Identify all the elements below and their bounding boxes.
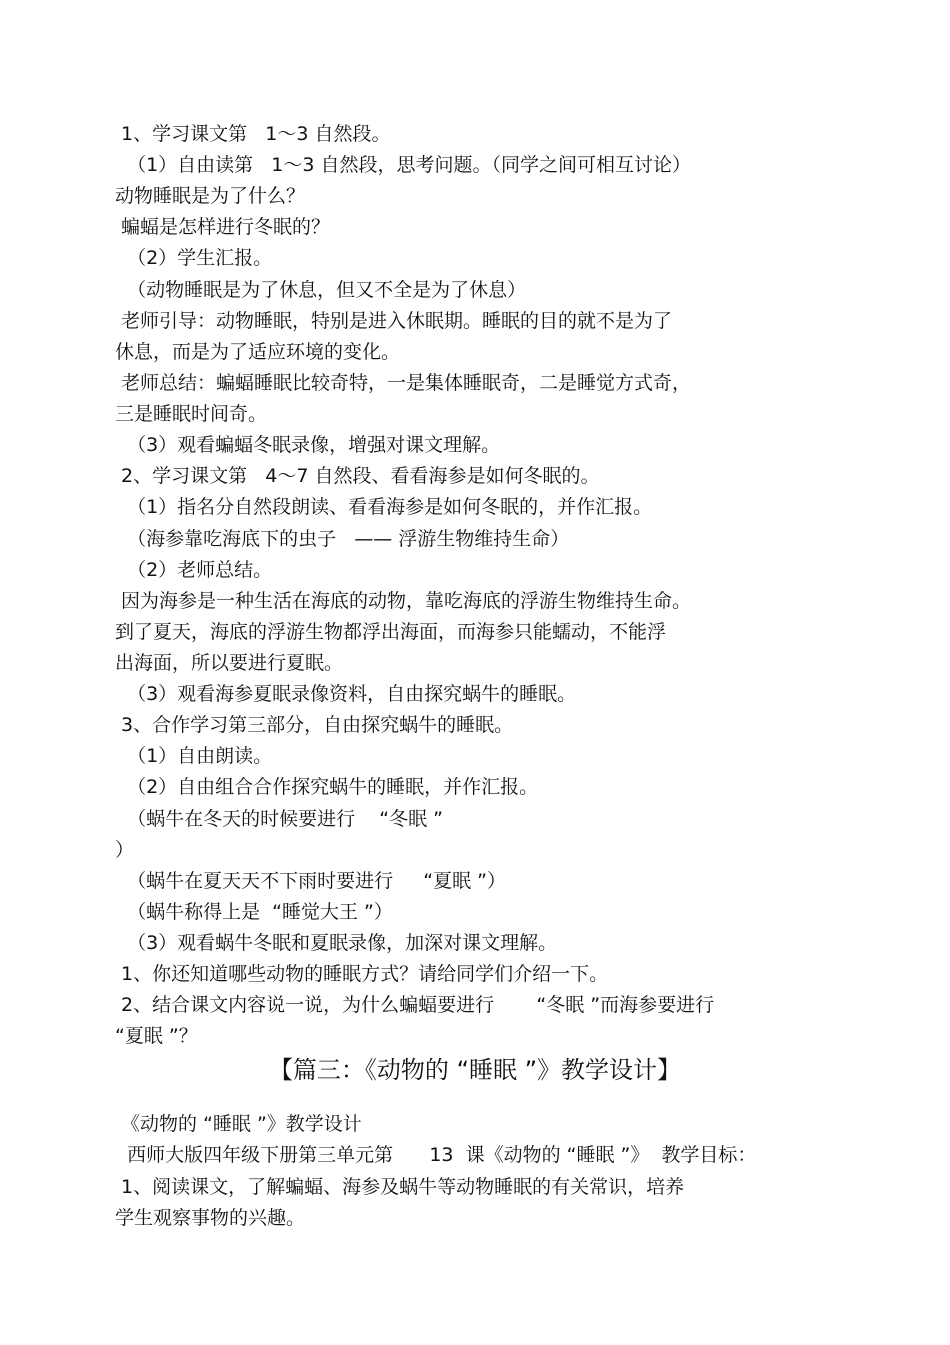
text-line: 因为海参是一种生活在海底的动物，靠吃海底的浮游生物维持生命。 <box>115 590 692 612</box>
text-line: 三是睡眠时间奇。 <box>115 403 268 425</box>
text-line: ） <box>115 839 135 861</box>
text-line: （2）老师总结。 <box>115 559 273 581</box>
text-line: （1）指名分自然段朗读、看看海参是如何冬眠的，并作汇报。 <box>115 496 653 518</box>
text-line: （1）自由朗读。 <box>115 745 273 767</box>
text-line: 蝙蝠是怎样进行冬眠的？ <box>115 216 331 238</box>
text-line: 西师大版四年级下册第三单元第 13 课《动物的 “睡眠 ”》 教学目标： <box>115 1144 757 1166</box>
text-line: （蜗牛称得上是 “睡觉大王 ”） <box>115 901 393 923</box>
text-line: （3）观看蝙蝠冬眠录像，增强对课文理解。 <box>115 434 501 456</box>
text-line: （动物睡眠是为了休息，但又不全是为了休息） <box>115 279 527 301</box>
text-line: （3）观看海参夏眠录像资料，自由探究蜗牛的睡眠。 <box>115 683 577 705</box>
text-line: （2）自由组合合作探究蜗牛的睡眠，并作汇报。 <box>115 776 539 798</box>
text-line: （蜗牛在冬天的时候要进行 “冬眠 ” <box>115 808 443 830</box>
text-line: 3、合作学习第三部分，自由探究蜗牛的睡眠。 <box>115 714 514 736</box>
text-line: 1、你还知道哪些动物的睡眠方式？请给同学们介绍一下。 <box>115 963 609 985</box>
text-line: 老师总结：蝙蝠睡眠比较奇特，一是集体睡眠奇，二是睡觉方式奇， <box>115 372 692 394</box>
text-line: （2）学生汇报。 <box>115 247 273 269</box>
text-line: 动物睡眠是为了什么？ <box>115 185 306 207</box>
text-line: （蜗牛在夏天天不下雨时要进行 “夏眠 ”） <box>115 870 507 892</box>
text-line: （1）自由读第 1～3 自然段，思考问题。（同学之间可相互讨论） <box>115 154 692 176</box>
text-line: 2、结合课文内容说一说，为什么蝙蝠要进行 “冬眠 ”而海参要进行 <box>115 994 715 1016</box>
text-line: “夏眠 ”？ <box>115 1025 198 1047</box>
text-line: （3）观看蜗牛冬眠和夏眠录像，加深对课文理解。 <box>115 932 558 954</box>
text-line: 老师引导：动物睡眠，特别是进入休眠期。睡眠的目的就不是为了 <box>115 310 673 332</box>
text-line: 1、阅读课文，了解蝙蝠、海参及蜗牛等动物睡眠的有关常识，培养 <box>115 1176 685 1198</box>
text-line: （海参靠吃海底下的虫子 —— 浮游生物维持生命） <box>115 528 570 550</box>
text-line: 到了夏天，海底的浮游生物都浮出海面，而海参只能蠕动，不能浮 <box>115 621 667 643</box>
text-line: 休息，而是为了适应环境的变化。 <box>115 341 401 363</box>
text-line: 1、学习课文第 1～3 自然段。 <box>115 123 391 145</box>
text-line: 学生观察事物的兴趣。 <box>115 1207 306 1229</box>
section-heading: 【篇三：《动物的 “睡眠 ”》教学设计】 <box>268 1056 682 1084</box>
text-line: 出海面，所以要进行夏眠。 <box>115 652 344 674</box>
text-line: 《动物的 “睡眠 ”》教学设计 <box>115 1113 362 1135</box>
text-line: 2、学习课文第 4～7 自然段、看看海参是如何冬眠的。 <box>115 465 600 487</box>
